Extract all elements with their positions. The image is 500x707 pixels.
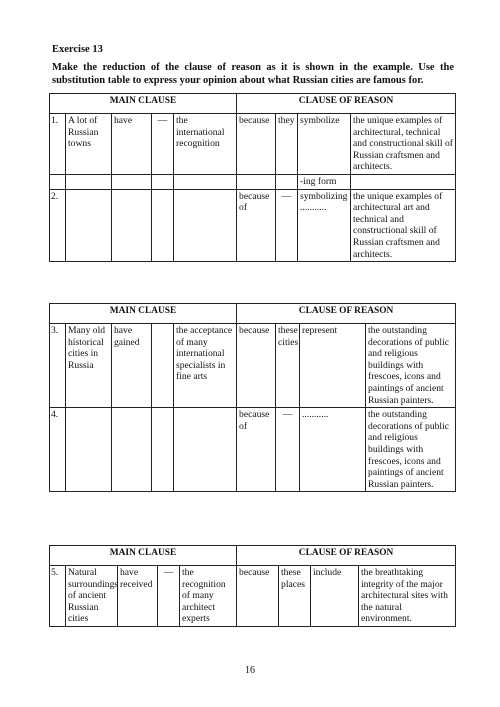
reason-verb-cell: include bbox=[311, 566, 359, 627]
subject-cell: Many old historical cities in Russia bbox=[66, 324, 112, 408]
reason-subject-cell: these places bbox=[279, 566, 311, 627]
row-number: 3. bbox=[50, 324, 66, 408]
conjunction-cell: because bbox=[237, 566, 279, 627]
main-clause-header: MAIN CLAUSE bbox=[50, 94, 237, 114]
dash-cell: — bbox=[276, 189, 298, 262]
subject-cell: Natural surroundings of ancient Russian cities bbox=[66, 566, 118, 627]
row-number: 5. bbox=[50, 566, 66, 627]
row-number: 1. bbox=[50, 114, 66, 175]
reason-verb-cell: symbolizing ........... bbox=[298, 189, 351, 262]
conjunction-cell: because bbox=[237, 324, 276, 408]
reason-object-cell: the outstanding decorations of public and religious buildings with frescoes, icons and paintings of ancient Russian painters. bbox=[366, 324, 456, 408]
conjunction-cell: because of bbox=[237, 408, 276, 492]
ing-form-row bbox=[50, 174, 456, 189]
subject-cell: A lot of Russian towns bbox=[66, 114, 112, 175]
exercise-title: Exercise 13 bbox=[52, 44, 103, 55]
page-number: 16 bbox=[245, 665, 255, 676]
reason-object-cell: the unique examples of architectural, technical and constructional skill of Russian craftsmen and architects. bbox=[351, 114, 456, 175]
dash-cell: — bbox=[158, 566, 180, 627]
clause-of-reason-header: CLAUSE OF REASON bbox=[237, 94, 456, 114]
row-number: 4. bbox=[50, 408, 66, 492]
reason-verb-cell: represent bbox=[300, 324, 366, 408]
main-clause-header: MAIN CLAUSE bbox=[50, 304, 237, 324]
empty-cell bbox=[152, 324, 174, 408]
conjunction-cell: because of bbox=[237, 189, 276, 262]
substitution-table-3 bbox=[49, 545, 456, 627]
reason-object-cell: the breathtaking integrity of the major architectural sites with the natural environment. bbox=[359, 566, 456, 627]
reason-subject-cell: they bbox=[276, 114, 298, 175]
clause-of-reason-header: CLAUSE OF REASON bbox=[237, 304, 456, 324]
dash-cell: — bbox=[152, 114, 174, 175]
substitution-table-2 bbox=[49, 303, 456, 492]
verb-cell: have bbox=[112, 114, 152, 175]
dash-cell: — bbox=[276, 408, 300, 492]
reason-subject-cell: these cities bbox=[276, 324, 300, 408]
row-number: 2. bbox=[50, 189, 66, 262]
conjunction-cell: because bbox=[237, 114, 276, 175]
table-row bbox=[50, 324, 456, 408]
main-clause-header: MAIN CLAUSE bbox=[50, 546, 237, 566]
verb-cell: have received bbox=[118, 566, 158, 627]
object-cell: the acceptance of many international specialists in fine arts bbox=[174, 324, 237, 408]
ing-form-label: -ing form bbox=[298, 174, 351, 189]
reason-object-cell: the outstanding decorations of public and religious buildings with frescoes, icons and paintings of ancient Russian painters. bbox=[366, 408, 456, 492]
exercise-instruction: Make the reduction of the clause of reason as it is shown in the example. Use the substitution table to express your opinion about what Russian cities are famous for. bbox=[52, 62, 454, 86]
table-row bbox=[50, 189, 456, 262]
object-cell: the international recognition bbox=[174, 114, 237, 175]
substitution-table-1 bbox=[49, 93, 456, 262]
table-row bbox=[50, 566, 456, 627]
table-row bbox=[50, 408, 456, 492]
object-cell: the recognition of many architect experts bbox=[180, 566, 237, 627]
reason-verb-cell: symbolize bbox=[298, 114, 351, 175]
clause-of-reason-header: CLAUSE OF REASON bbox=[237, 546, 456, 566]
table-row bbox=[50, 114, 456, 175]
verb-cell: have gained bbox=[112, 324, 152, 408]
reason-object-cell: the unique examples of architectural art and technical and constructional skill of Russian craftsmen and architects. bbox=[351, 189, 456, 262]
reason-verb-cell: ........... bbox=[300, 408, 366, 492]
